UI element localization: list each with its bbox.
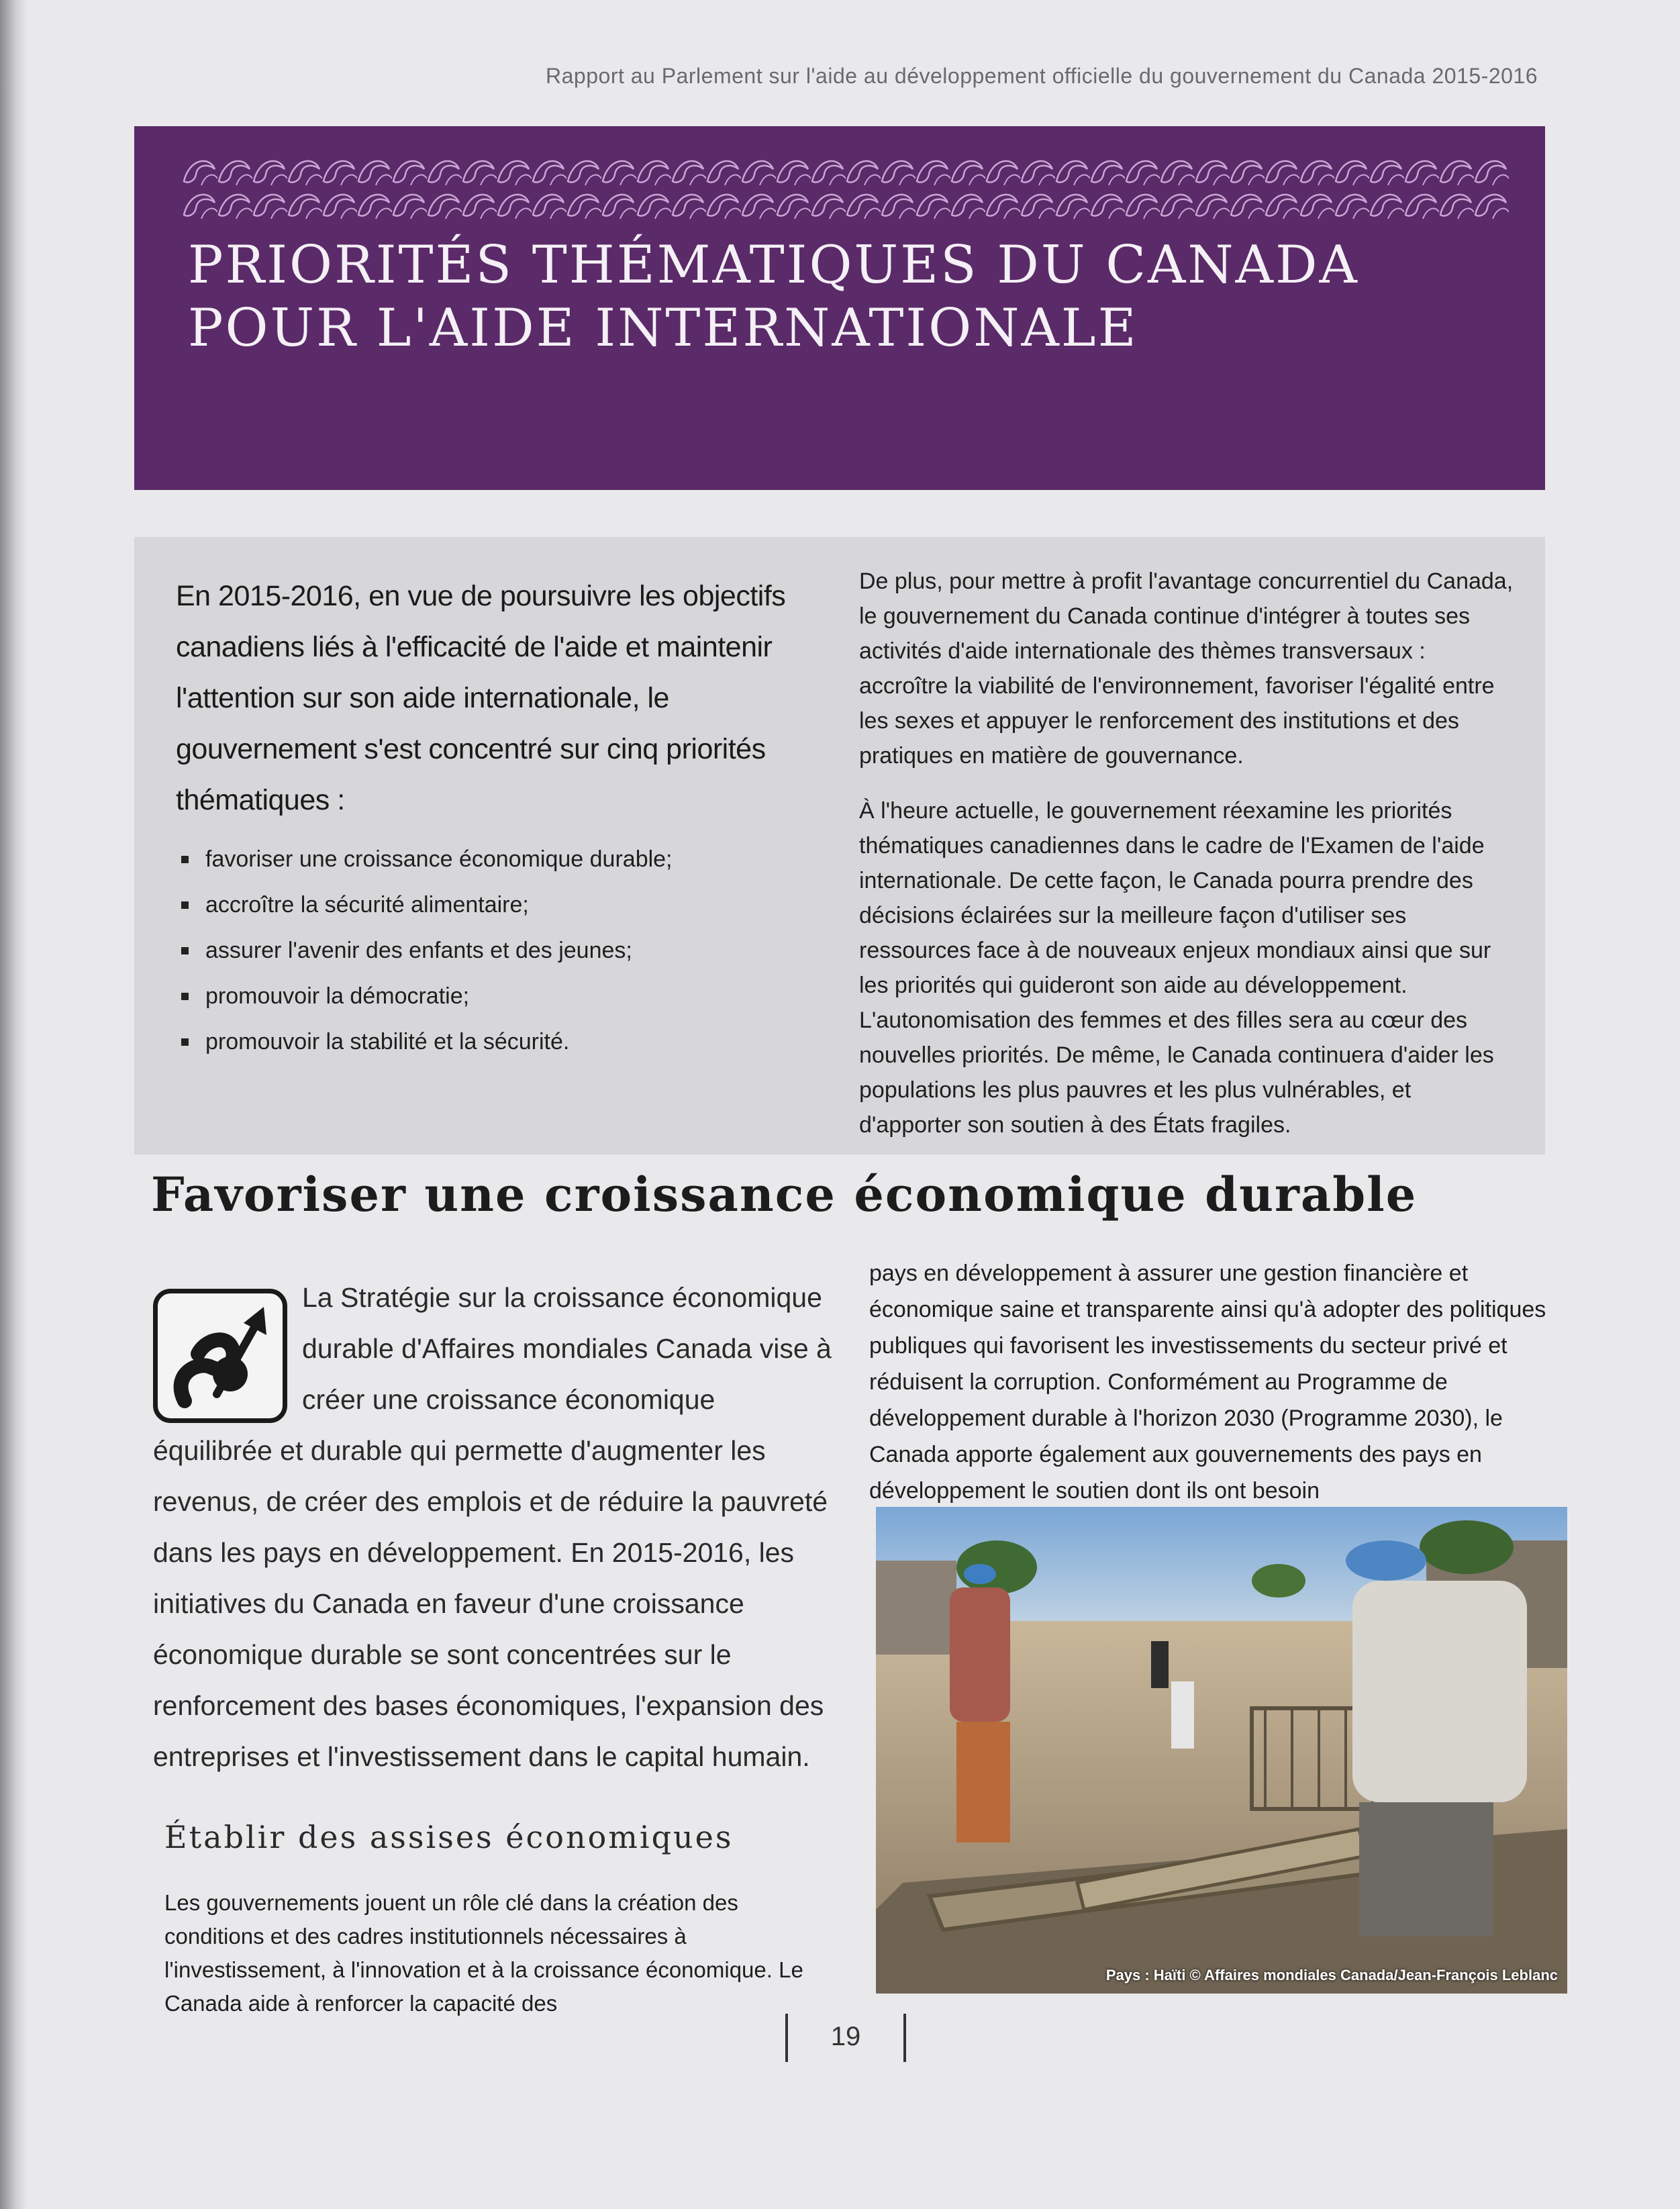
title-line-2: POUR L'AIDE INTERNATIONALE <box>188 298 1138 358</box>
title-banner <box>134 126 1545 490</box>
list-item: promouvoir la stabilité et la sécurité. <box>176 1022 813 1062</box>
subsection-body-start: Les gouvernements jouent un rôle clé dans la création des conditions et des cadres institutionnels nécessaires à l'investissement, à l'innovation et à la croissance économique. Le Canada aide à renforcer la capacité des <box>164 1890 803 2016</box>
page-title <box>188 234 1359 360</box>
list-item: favoriser une croissance économique durable; <box>176 839 813 879</box>
section-title: Favoriser une croissance économique durable <box>151 1167 1418 1222</box>
economic-growth-icon <box>153 1289 287 1423</box>
intro-right-column <box>859 564 1517 1163</box>
photo-caption: Pays : Haïti © Affaires mondiales Canada/Jean-François Leblanc <box>1105 1967 1558 1983</box>
page-edge-shadow <box>0 0 27 2209</box>
section-lead-text: La Stratégie sur la croissance économique durable d'Affaires mondiales Canada vise à créer une croissance économique équilibrée et durable qui permette d'augmenter les revenus, de créer des emplois et de réduire la pauvreté dans les pays en développement. En 2015-2016, les initiatives du Canada en faveur d'une croissance économique durable se sont concentrées sur le renforcement des bases économiques, l'expansion des entreprises et l'investissement dans le capital humain. <box>153 1282 832 1772</box>
subsection-title: Établir des assises économiques <box>164 1819 734 1855</box>
running-head: Rapport au Parlement sur l'aide au développement officielle du gouvernement du Canada 2015-2016 <box>546 64 1538 88</box>
construction-photo <box>876 1507 1567 1994</box>
decorative-wave-pattern <box>183 152 1509 219</box>
intro-paragraph-1: De plus, pour mettre à profit l'avantage concurrentiel du Canada, le gouvernement du Canada continue d'intégrer à toutes ses activités d'aide internationale des thèmes transversaux : accroître la viabilité de l'environnement, favoriser l'égalité entre les sexes et appuyer le renforcement des institutions et des pratiques en matière de gouvernance. <box>859 569 1514 769</box>
page-number <box>785 2014 906 2067</box>
list-item: accroître la sécurité alimentaire; <box>176 885 813 925</box>
subsection-body-continued: pays en développement à assurer une gestion financière et économique saine et transparente ainsi qu'à adopter des politiques publiques qui favorisent les investissements du secteur privé et réduisent la corruption. Conformément au Programme de développement durable à l'horizon 2030 (Programme 2030), le Canada apporte également aux gouvernements des pays en développement le soutien dont ils ont besoin <box>869 1261 1546 1504</box>
priority-list <box>176 839 813 1062</box>
intro-paragraph-2: À l'heure actuelle, le gouvernement réexamine les priorités thématiques canadiennes dans le cadre de l'Examen de l'aide internationale. De cette façon, le Canada pourra prendre des décisions éclairées sur la meilleure façon d'utiliser ses ressources face à de nouveaux enjeux mondiaux ainsi que sur les priorités qui guideront son aide au développement. L'autonomisation des femmes et des filles sera au cœur des nouvelles priorités. De même, le Canada continuera d'aider les populations les plus pauvres et les plus vulnérables, et d'apporter son soutien à des États fragiles. <box>859 798 1494 1138</box>
construction-photo-illustration <box>876 1507 1567 1994</box>
intro-left-column <box>176 571 813 1067</box>
list-item: assurer l'avenir des enfants et des jeunes; <box>176 930 813 971</box>
divider <box>903 2014 906 2062</box>
title-line-1: PRIORITÉS THÉMATIQUES DU CANADA <box>188 235 1359 295</box>
page-number-text: 19 <box>830 2022 861 2051</box>
list-item: promouvoir la démocratie; <box>176 976 813 1016</box>
intro-lead: En 2015-2016, en vue de poursuivre les objectifs canadiens liés à l'efficacité de l'aide et maintenir l'attention sur son aide internationale, le gouvernement s'est concentré sur cinq priorités thématiques : <box>176 580 786 816</box>
